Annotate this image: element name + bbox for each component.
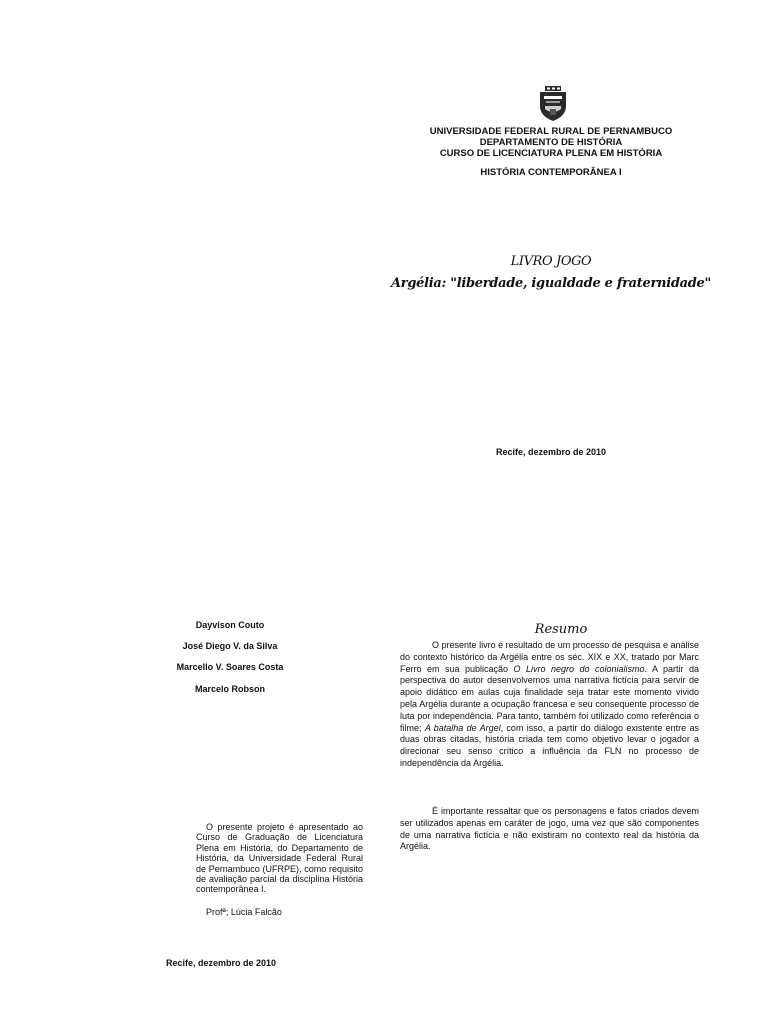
title-page-date: Recife, dezembro de 2010 [166, 958, 277, 968]
abstract-text: O presente livro é resultado de um processo de pesquisa e análise do contexto histórico da Argélia entre os séc. XIX e XX, tratado por Marc Ferro em sua publicação [400, 640, 699, 674]
author-name: Dayvison Couto [195, 620, 265, 630]
abstract-text: , com isso, a partir do diálogo existente entre as duas obras citadas, história criada tem como objetivo levar o jogador a direcionar seu senso crítico a influência da FLN no processo de independência da Argélia. [400, 722, 699, 768]
subject-name: HISTÓRIA CONTEMPORÂNEA I [480, 167, 622, 178]
authors-list [150, 620, 310, 700]
professor-name: Profª; Lúcia Falcão [206, 907, 282, 917]
author-name: Marcelo Robson [194, 684, 265, 694]
abstract-paragraph-1 [400, 640, 699, 770]
abstract-text: . A partir da perspectiva do autor desenvolvemos uma narrativa fictícia para servir de apoio didático em aulas cuja finalidade seja tratar este momento vivido pela Argélia durante a ocupação francesa e seu consequente processo de luta por independência. Para tanto, também foi utilizado como referência o filme; [400, 663, 700, 733]
course-name: CURSO DE LICENCIATURA PLENA EM HISTÓRIA [439, 148, 663, 159]
project-note-text: O presente projeto é apresentado ao Curso de Graduação de Licenciatura Plena em História, do Departamento de História, da Universidade Federal Rural de Pernambuco (UFRPE), como requisito de avaliação parcial da disciplina História contemporânea I. [196, 822, 363, 895]
abstract-text: É importante ressaltar que os personagens e fatos criados devem ser utilizados apenas em caráter de jogo, uma vez que são componentes de uma narrativa fictícia e não existiram no contexto real da história da Argélia. [400, 806, 699, 852]
university-name: UNIVERSIDADE FEDERAL RURAL DE PERNAMBUCO [429, 126, 673, 137]
project-note [196, 822, 363, 895]
cited-film-title: A batalha de Argel [424, 722, 501, 733]
cited-work-title: O Livro negro do colonialismo [513, 663, 645, 674]
author-name: José Diego V. da Silva [182, 641, 278, 651]
institution-header [400, 126, 702, 159]
abstract-heading: Resumo [534, 622, 588, 637]
book-kind: LIVRO JOGO [510, 254, 592, 269]
book-title: Argélia: "liberdade, igualdade e fraternidade" [391, 276, 711, 291]
abstract-paragraph-2 [400, 806, 699, 853]
cover-date: Recife, dezembro de 2010 [495, 447, 607, 457]
university-crest-icon [536, 86, 570, 122]
author-name: Marcello V. Soares Costa [176, 662, 284, 672]
department-name: DEPARTAMENTO DE HISTÓRIA [479, 137, 623, 148]
